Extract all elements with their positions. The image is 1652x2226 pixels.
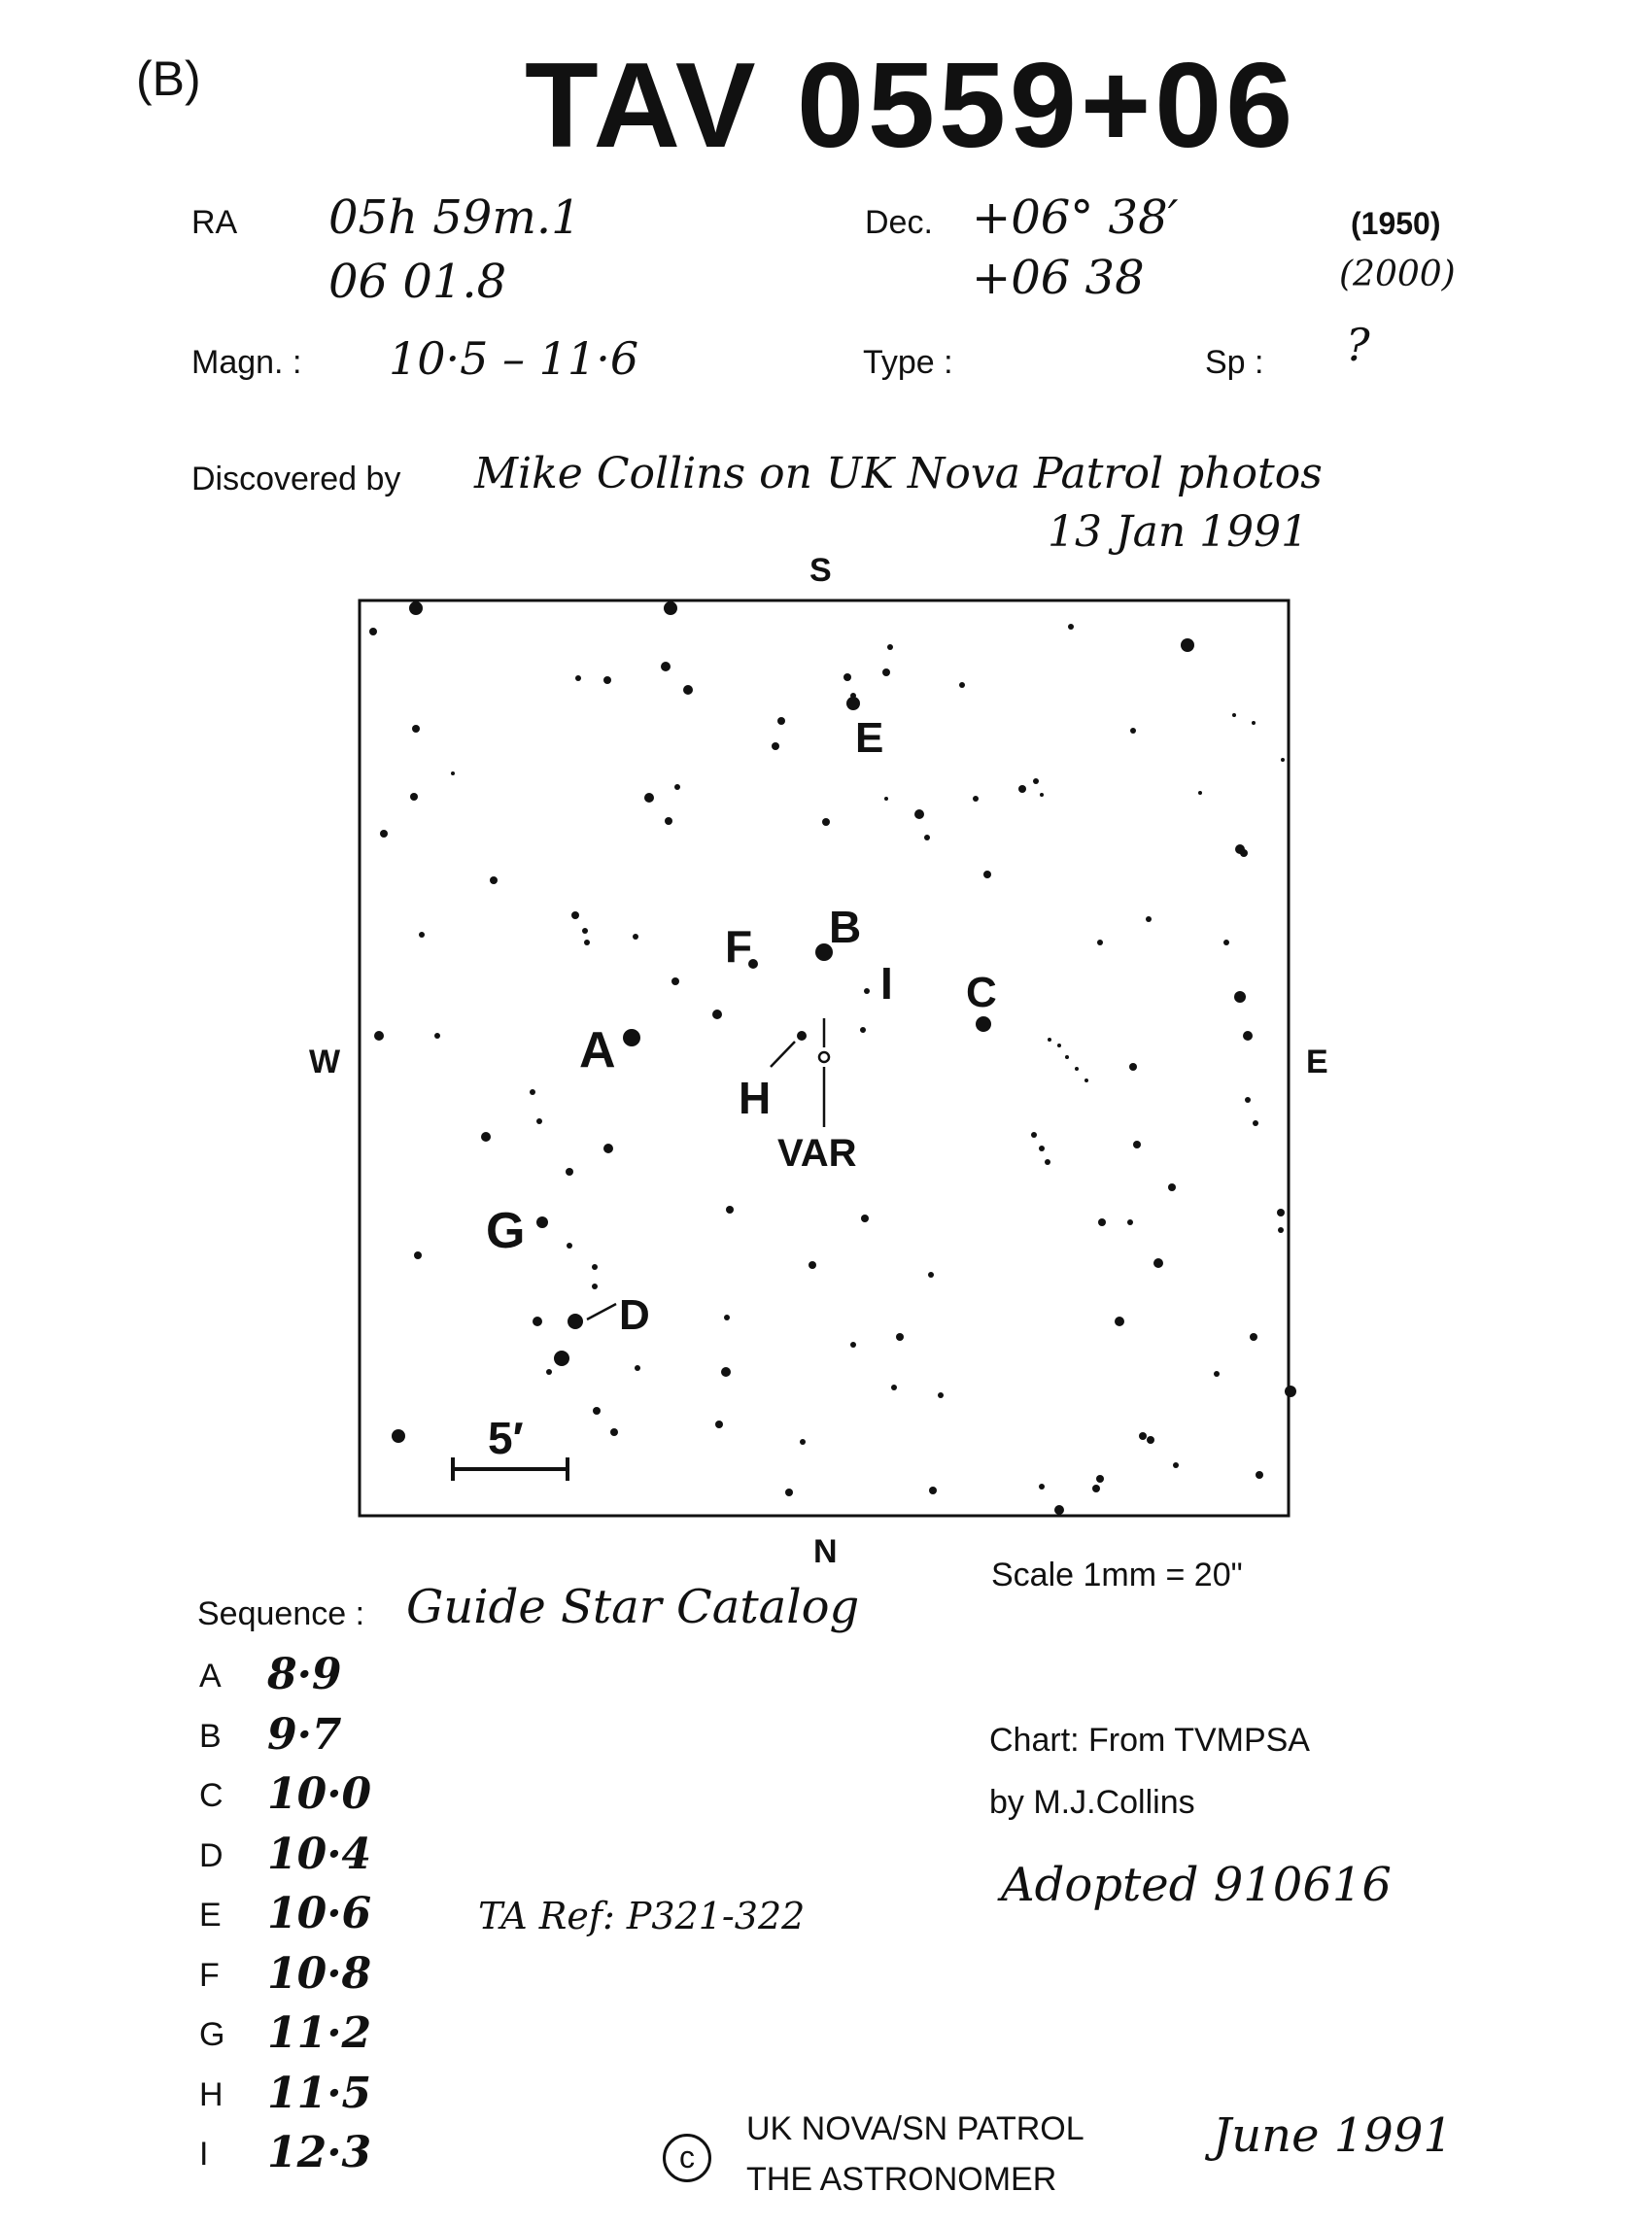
field-star [603,1144,613,1153]
var-label: VAR [777,1132,857,1175]
dec-2000-value: +06 38 [972,251,1145,305]
org-line-2: THE ASTRONOMER [746,2161,1057,2198]
adopted-date: Adopted 910616 [1001,1858,1392,1912]
sp-label: Sp : [1205,344,1264,381]
field-star [419,932,425,938]
field-star [1181,638,1194,652]
field-star [712,1010,722,1019]
panel-letter: (B) [136,51,201,106]
field-star [414,1251,422,1259]
field-star [1130,728,1136,734]
field-star [891,1385,897,1390]
star-g-label: G [486,1203,526,1259]
field-star [1129,1063,1137,1071]
field-star [1240,849,1248,857]
field-star [914,809,924,819]
field-star [1018,785,1026,793]
field-star [777,717,785,725]
chart-author: by M.J.Collins [989,1784,1195,1821]
field-star [1039,1484,1045,1490]
field-star [592,1264,598,1270]
field-star [410,793,418,801]
field-star [809,1261,816,1269]
org-line-1: UK NOVA/SN PATROL [746,2110,1084,2147]
field-star [374,1031,384,1041]
star-i-label: I [880,958,893,1009]
field-star [1223,940,1229,945]
field-star [1139,1432,1147,1440]
sequence-star: I [199,2136,209,2173]
field-star [721,1367,731,1377]
compass-north: N [813,1533,838,1570]
star-g-marker [536,1216,548,1228]
sequence-magnitude: 10·8 [267,1948,372,1999]
ra-2000-value: 06 01.8 [328,255,507,309]
field-star [582,928,588,934]
star-d-leader [587,1304,616,1319]
star-c-marker [976,1016,991,1032]
star-a-marker [623,1029,640,1046]
field-star [724,1315,730,1320]
field-star [850,1342,856,1348]
star-a-label: A [579,1022,616,1079]
field-star [1133,1141,1141,1148]
field-star [1173,1462,1179,1468]
field-star [1045,1159,1050,1165]
field-star [1054,1505,1064,1515]
field-star [843,673,851,681]
field-star [664,601,677,615]
field-star [392,1429,405,1443]
sequence-star: G [199,2016,225,2053]
field-star [1146,916,1152,922]
field-star [1115,1317,1124,1326]
field-star [593,1407,601,1415]
field-star [772,742,779,750]
field-star [861,1215,869,1222]
field-star [1068,624,1074,630]
field-star [1040,793,1044,797]
field-star [1252,721,1256,725]
field-star [671,977,679,985]
sp-value: ? [1346,319,1370,371]
ra-1950-value: 05h 59m.1 [328,190,581,245]
field-star [451,771,455,775]
star-h-marker [797,1031,807,1041]
field-star [1232,713,1236,717]
star-d-label: D [619,1291,650,1339]
sequence-star: A [199,1658,222,1695]
field-star [1057,1044,1061,1047]
field-star [1075,1067,1079,1071]
field-star [644,793,654,803]
type-label: Type : [863,344,953,381]
field-star [571,911,579,919]
field-star [715,1421,723,1428]
sequence-magnitude: 10·0 [267,1769,372,1819]
field-star [1243,1031,1253,1041]
field-star [929,1487,937,1494]
field-star [1256,1471,1263,1479]
field-star [412,725,420,733]
field-star [1065,1055,1069,1059]
sequence-magnitude: 10·4 [267,1829,372,1879]
scale-text: Scale 1mm = 20" [991,1557,1243,1593]
field-star [1214,1371,1220,1377]
field-star [1253,1120,1258,1126]
field-star [1250,1333,1257,1341]
field-star [1127,1219,1133,1225]
star-e-label: E [855,714,884,762]
field-star [610,1428,618,1436]
magn-label: Magn. : [191,344,302,381]
sequence-label: Sequence : [197,1595,365,1632]
dec-1950-value: +06° 38′ [972,190,1179,245]
field-star [481,1132,491,1142]
epoch-2000: (2000) [1339,255,1456,294]
field-star [1234,991,1246,1003]
star-h-leader [771,1042,795,1067]
field-star [800,1439,806,1445]
field-star [887,644,893,650]
field-star [546,1369,552,1375]
sequence-magnitude: 8·9 [267,1650,342,1699]
field-star [536,1118,542,1124]
field-star [1033,778,1039,784]
field-star [575,675,581,681]
sequence-magnitude: 10·6 [267,1889,372,1938]
field-stars [369,601,1296,1515]
field-star [434,1033,440,1039]
compass-east: E [1306,1044,1328,1080]
sequence-source: Guide Star Catalog [406,1580,860,1634]
field-star [1285,1386,1296,1397]
field-star [592,1284,598,1289]
field-star [726,1206,734,1214]
star-e-marker [846,697,860,710]
scale-bar-label: 5′ [488,1413,524,1463]
star-d-marker [568,1314,583,1329]
compass-west: W [309,1044,341,1080]
star-f-label: F [725,921,753,972]
field-star [584,940,590,945]
field-star [1097,940,1103,945]
copyright-icon [663,2134,711,2182]
discovered-value: Mike Collins on UK Nova Patrol photos [474,449,1323,498]
field-star [530,1089,535,1095]
field-star [884,797,888,801]
field-star [1245,1097,1251,1103]
field-star [1278,1227,1284,1233]
field-star [683,685,693,695]
field-star [533,1317,542,1326]
discovered-date: 13 Jan 1991 [1048,507,1309,557]
field-star [1281,758,1285,762]
sequence-magnitude: 11·2 [267,2008,372,2058]
compass-south: S [809,552,832,589]
sequence-magnitude: 11·5 [267,2068,372,2118]
sequence-star: C [199,1777,224,1814]
field-star [409,601,423,615]
field-star [822,818,830,826]
field-star [674,784,680,790]
field-star [896,1333,904,1341]
sequence-magnitude: 9·7 [267,1709,342,1760]
field-star [1092,1485,1100,1492]
field-star [882,668,890,676]
star-b-label: B [829,902,862,952]
dec-label: Dec. [865,204,933,241]
field-star [1084,1079,1088,1082]
field-star [938,1392,944,1398]
field-star [860,1027,866,1033]
ta-ref: TA Ref: P321-322 [478,1895,806,1937]
chart-source: Chart: From TVMPSA [989,1722,1310,1759]
epoch-1950: (1950) [1351,206,1441,241]
field-star [567,1243,572,1249]
ra-label: RA [191,204,238,241]
field-star [1039,1146,1045,1151]
star-i-marker [864,988,870,994]
page-title: TAV 0559+06 [525,39,1297,173]
sequence-star: H [199,2075,224,2113]
field-star [635,1365,640,1371]
field-star [603,676,611,684]
field-star [785,1489,793,1496]
field-star [1198,791,1202,795]
field-star [1031,1132,1037,1138]
field-star [566,1168,573,1176]
field-star [661,662,671,671]
field-star [924,835,930,840]
field-star [983,871,991,878]
star-c-label: C [966,969,997,1016]
field-star [1153,1258,1163,1268]
field-star [1277,1209,1285,1216]
field-star [928,1272,934,1278]
sequence-magnitude: 12·3 [267,2128,372,2177]
sequence-star: D [199,1836,224,1874]
field-star [1096,1475,1104,1483]
field-star [973,796,979,802]
footer-date: June 1991 [1213,2108,1453,2163]
field-star [1048,1038,1051,1042]
field-star [490,876,498,884]
field-star [633,934,638,940]
copyright-symbol: c [679,2140,695,2175]
var-marker [819,1052,829,1062]
field-star [554,1351,569,1366]
field-star [369,628,377,635]
sequence-star: E [199,1897,222,1934]
field-star [1168,1183,1176,1191]
sequence-star: B [199,1717,222,1755]
star-h-label: H [739,1073,772,1123]
magn-value: 10·5 – 11·6 [389,332,639,385]
discovered-label: Discovered by [191,461,401,497]
field-star [1098,1218,1106,1226]
field-star [959,682,965,688]
field-star [1147,1436,1154,1444]
field-star [380,830,388,838]
field-star [665,817,672,825]
sequence-star: F [199,1956,220,1994]
